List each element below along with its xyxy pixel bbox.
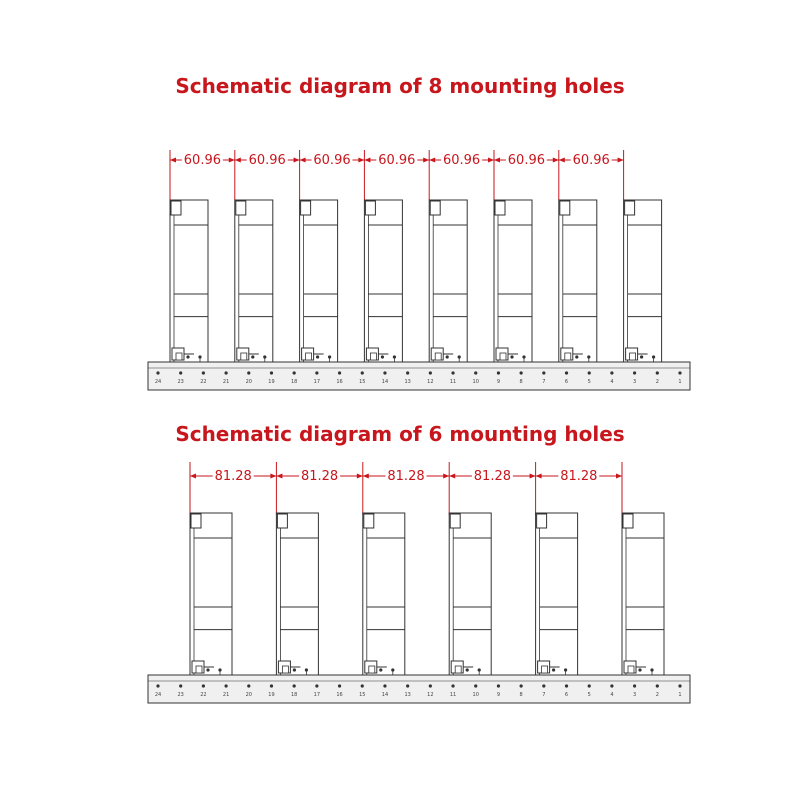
mounting-hole [179, 371, 182, 374]
dimension-label: 60.96 [572, 153, 610, 168]
module-body [276, 513, 318, 675]
connector-latch [370, 353, 376, 360]
dimension-chain [170, 150, 624, 200]
module [276, 513, 318, 675]
dimension-arrow [235, 158, 241, 163]
dimension-arrow [553, 158, 559, 163]
dimension-arrow [300, 158, 306, 163]
mounting-hole [474, 371, 477, 374]
pin-number: 19 [268, 692, 275, 698]
pin-number: 11 [449, 692, 457, 698]
mounting-hole [542, 684, 545, 687]
pin-number: 14 [381, 692, 389, 698]
pin-number: 9 [496, 379, 501, 385]
pin-number: 15 [359, 379, 366, 385]
dimension-arrow [423, 158, 429, 163]
module-body [622, 513, 664, 675]
module-body [300, 200, 338, 362]
mounting-hole [383, 371, 386, 374]
dimension-arrow [488, 158, 494, 163]
module [536, 513, 578, 675]
mounting-hole [406, 371, 409, 374]
module-body [449, 513, 491, 675]
mounting-hole [451, 371, 454, 374]
connector-pin [466, 668, 469, 671]
dimension-arrow [494, 158, 500, 163]
mounting-hole [497, 371, 500, 374]
module-tab [301, 201, 311, 215]
pin-number: 17 [313, 692, 321, 698]
module-tab [191, 514, 201, 528]
mounting-hole [406, 684, 409, 687]
mounting-hole [270, 371, 273, 374]
connector-latch [176, 353, 182, 360]
dimension-label: 81.28 [300, 469, 339, 484]
pin-number: 6 [564, 692, 569, 698]
mounting-hole [247, 684, 250, 687]
module-body [235, 200, 273, 362]
pin-number: 2 [655, 692, 659, 698]
diagram-title-8-holes: Schematic diagram of 8 mounting holes [175, 74, 625, 98]
bus-bar-body [148, 362, 690, 390]
pin-number: 18 [290, 379, 298, 385]
dimension-arrow [530, 474, 536, 479]
dimension-arrow [616, 474, 622, 479]
connector-latch [435, 353, 441, 360]
pin-number: 13 [404, 692, 411, 698]
dimension-arrow [270, 474, 276, 479]
mounting-hole [520, 371, 523, 374]
pin-number: 8 [519, 692, 523, 698]
module-tab [277, 514, 287, 528]
pin-number: 12 [427, 379, 434, 385]
module [300, 200, 338, 362]
diagram-title-6-holes: Schematic diagram of 6 mounting holes [175, 422, 625, 446]
connector-pin [206, 668, 209, 671]
pin-number: 2 [655, 379, 659, 385]
dimension-arrow [170, 158, 176, 163]
dimension-label: 81.28 [387, 469, 425, 484]
dimension-label: 60.96 [378, 153, 416, 168]
module-tab [365, 201, 375, 215]
pin-number: 3 [633, 379, 637, 385]
dimension-label: 81.28 [214, 469, 252, 484]
mounting-hole [202, 371, 205, 374]
dimension-arrow [294, 158, 300, 163]
mounting-hole [565, 684, 568, 687]
mounting-hole [474, 684, 477, 687]
pin-number: 17 [313, 379, 321, 385]
mounting-hole [361, 371, 364, 374]
mounting-hole [542, 371, 545, 374]
connector-latch [500, 353, 506, 360]
module-body [559, 200, 597, 362]
dimension-label: 60.96 [507, 153, 546, 168]
connector-pin [381, 355, 384, 358]
connector-pin [446, 355, 449, 358]
module [624, 200, 662, 362]
module-tab [495, 201, 505, 215]
connector-pin [379, 668, 382, 671]
mounting-hole [338, 371, 341, 374]
connector-latch [630, 353, 636, 360]
module-body [364, 200, 402, 362]
mounting-hole [156, 371, 159, 374]
module [622, 513, 664, 675]
pin-number: 4 [610, 692, 614, 698]
connector-pin [638, 668, 641, 671]
mounting-hole [678, 371, 681, 374]
module-body [363, 513, 405, 675]
module-tab [171, 201, 181, 215]
pin-number: 7 [542, 379, 546, 385]
dimension-arrow [190, 474, 196, 479]
mounting-hole [224, 371, 227, 374]
pin-number: 6 [564, 379, 569, 385]
pin-number: 1 [678, 379, 682, 385]
pin-number: 14 [381, 379, 389, 385]
connector-latch [628, 666, 634, 673]
mounting-hole [293, 371, 296, 374]
module-body [190, 513, 232, 675]
connector-latch [196, 666, 202, 673]
mounting-hole [610, 684, 613, 687]
dimension-arrow [536, 474, 542, 479]
connector-latch [282, 666, 288, 673]
pin-number: 16 [336, 379, 343, 385]
connector-pin [510, 355, 513, 358]
mounting-hole [293, 684, 296, 687]
module-body [170, 200, 208, 362]
pin-number: 20 [245, 692, 252, 698]
pin-number: 24 [154, 692, 162, 698]
dimension-chain [190, 462, 622, 515]
dimension-arrow [357, 474, 363, 479]
mounting-hole [429, 684, 432, 687]
connector-pin [640, 355, 643, 358]
connector-pin [186, 355, 189, 358]
pin-number: 8 [519, 379, 523, 385]
terminal-bus-bar [148, 675, 690, 703]
module-tab [364, 514, 374, 528]
module [559, 200, 597, 362]
pin-number: 22 [200, 692, 207, 698]
module [235, 200, 273, 362]
terminal-bus-bar [148, 362, 690, 390]
mounting-hole [429, 371, 432, 374]
pin-number: 23 [177, 379, 184, 385]
module-body [536, 513, 578, 675]
connector-pin [552, 668, 555, 671]
module [429, 200, 467, 362]
dimension-arrow [449, 474, 455, 479]
module-tab [450, 514, 460, 528]
module [170, 200, 208, 362]
connector-pin [293, 668, 296, 671]
module-tab [560, 201, 570, 215]
diagram-8-holes [148, 150, 690, 390]
mounting-hole [497, 684, 500, 687]
connector-pin [316, 355, 319, 358]
pin-number: 16 [336, 692, 343, 698]
module-tab [623, 514, 633, 528]
pin-number: 10 [472, 379, 479, 385]
mounting-hole [156, 684, 159, 687]
dimension-arrow [363, 474, 369, 479]
dimension-label: 60.96 [183, 153, 222, 168]
pin-number: 5 [587, 692, 591, 698]
pin-number: 23 [177, 692, 184, 698]
module-tab [537, 514, 547, 528]
mounting-hole [520, 684, 523, 687]
mounting-hole [633, 684, 636, 687]
connector-latch [369, 666, 375, 673]
diagram-6-holes [148, 462, 690, 703]
mounting-hole [361, 684, 364, 687]
module [190, 513, 232, 675]
connector-pin [251, 355, 254, 358]
module [494, 200, 532, 362]
mounting-hole [565, 371, 568, 374]
mounting-hole [315, 371, 318, 374]
mounting-hole [633, 371, 636, 374]
module [364, 200, 402, 362]
pin-number: 21 [222, 379, 230, 385]
pin-number: 20 [245, 379, 252, 385]
module-tab [430, 201, 440, 215]
dimension-arrow [358, 158, 364, 163]
connector-latch [241, 353, 247, 360]
connector-latch [565, 353, 571, 360]
mounting-hole [338, 684, 341, 687]
pin-number: 21 [222, 692, 230, 698]
connector-latch [306, 353, 312, 360]
pin-number: 7 [542, 692, 546, 698]
dimension-label: 60.96 [442, 153, 481, 168]
mounting-hole [247, 371, 250, 374]
dimension-label: 81.28 [560, 469, 598, 484]
pin-number: 13 [404, 379, 411, 385]
dimension-arrow [229, 158, 235, 163]
pin-number: 4 [610, 379, 614, 385]
pin-number: 12 [427, 692, 434, 698]
mounting-hole [678, 684, 681, 687]
pin-number: 1 [678, 692, 682, 698]
module-body [429, 200, 467, 362]
pin-number: 18 [290, 692, 298, 698]
module [449, 513, 491, 675]
mounting-hole [588, 684, 591, 687]
pin-number: 5 [587, 379, 591, 385]
pin-number: 15 [359, 692, 366, 698]
pin-number: 10 [472, 692, 479, 698]
module-body [624, 200, 662, 362]
dimension-arrow [276, 474, 282, 479]
module [363, 513, 405, 675]
pin-number: 11 [449, 379, 457, 385]
dimension-arrow [618, 158, 624, 163]
mounting-hole [656, 371, 659, 374]
pin-number: 19 [268, 379, 275, 385]
mounting-hole [224, 684, 227, 687]
mounting-hole [315, 684, 318, 687]
mounting-hole [383, 684, 386, 687]
dimension-arrow [364, 158, 370, 163]
bus-bar-body [148, 675, 690, 703]
mounting-hole [610, 371, 613, 374]
mounting-hole [656, 684, 659, 687]
module-tab [236, 201, 246, 215]
pin-number: 22 [200, 379, 207, 385]
connector-pin [575, 355, 578, 358]
dimension-arrow [429, 158, 435, 163]
connector-latch [542, 666, 548, 673]
module-tab [625, 201, 635, 215]
dimension-arrow [443, 474, 449, 479]
mounting-hole [179, 684, 182, 687]
pin-number: 3 [633, 692, 637, 698]
dimension-label: 60.96 [313, 153, 351, 168]
pin-number: 24 [154, 379, 162, 385]
pin-number: 9 [496, 692, 501, 698]
mounting-hole [588, 371, 591, 374]
dimension-label: 81.28 [473, 469, 512, 484]
connector-latch [455, 666, 461, 673]
mounting-hole [270, 684, 273, 687]
dimension-label: 60.96 [248, 153, 286, 168]
mounting-hole [202, 684, 205, 687]
module-body [494, 200, 532, 362]
dimension-arrow [559, 158, 565, 163]
mounting-hole [451, 684, 454, 687]
